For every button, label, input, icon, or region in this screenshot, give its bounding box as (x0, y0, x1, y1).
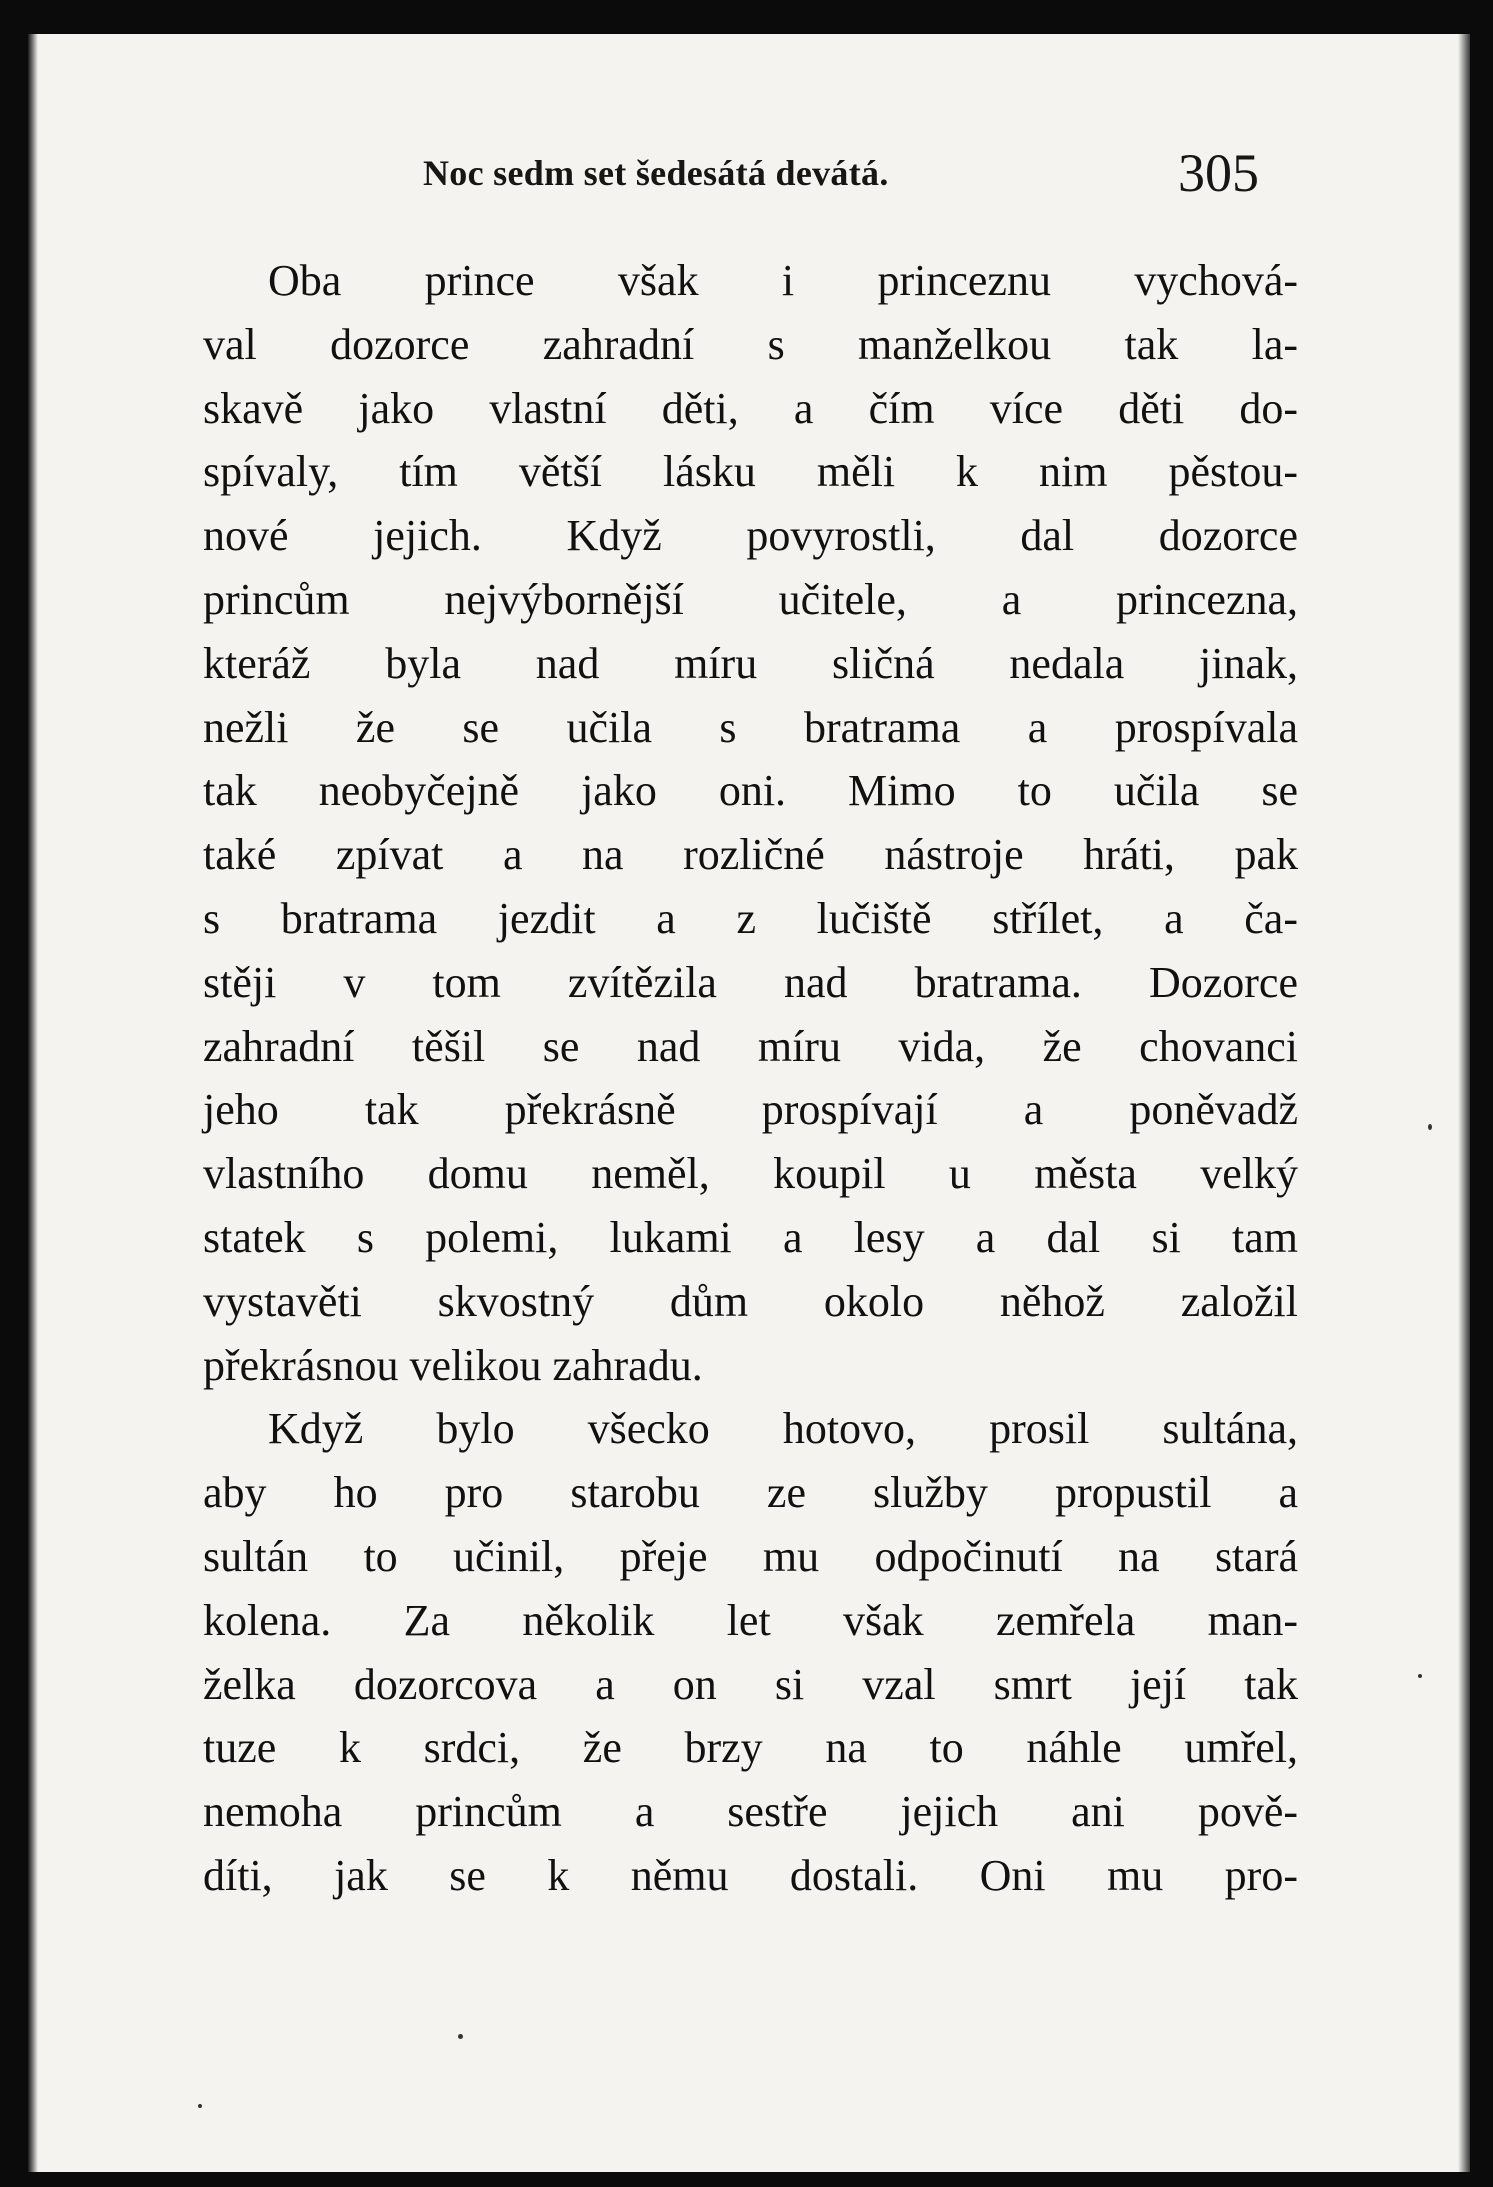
text-line: nežli že se učila s bratrama a prospívala (203, 702, 1298, 752)
text-line: kteráž byla nad míru sličná nedala jinak, (203, 638, 1298, 688)
text-line: želka dozorcova a on si vzal smrt její tak (203, 1659, 1298, 1709)
text-line: vystavěti skvostný dům okolo něhož založil (203, 1276, 1298, 1326)
body-text (203, 249, 1298, 1908)
page-header (28, 114, 1470, 203)
paper-speck (1428, 1124, 1432, 1130)
text-line: skavě jako vlastní děti, a čím více děti do- (203, 383, 1298, 433)
text-line: překrásnou velikou zahradu. (203, 1340, 703, 1390)
text-line: tak neobyčejně jako oni. Mimo to učila se (203, 766, 1298, 816)
text-line: stěji v tom zvítězila nad bratrama. Dozorce (203, 957, 1298, 1007)
text-line: aby ho pro starobu ze služby propustil a (203, 1468, 1298, 1518)
text-line: také zpívat a na rozličné nástroje hráti, pak (203, 830, 1298, 880)
running-head: Noc sedm set šedesátá devátá. (423, 153, 889, 193)
text-line: vlastního domu neměl, koupil u města velký (203, 1149, 1298, 1199)
text-line: sultán to učinil, přeje mu odpočinutí na stará (203, 1531, 1298, 1581)
text-line: kolena. Za několik let však zemřela man- (203, 1595, 1298, 1645)
paper-speck (1418, 1674, 1422, 1678)
paper-speck (198, 2104, 202, 2108)
page-right-edge (1458, 34, 1470, 2172)
text-line: díti, jak se k němu dostali. Oni mu pro- (203, 1850, 1298, 1900)
text-line: Když bylo všecko hotovo, prosil sultána, (268, 1404, 1298, 1454)
text-line: Oba prince však i princeznu vychová- (268, 256, 1298, 305)
page-number: 305 (1178, 143, 1259, 203)
book-page (28, 34, 1470, 2172)
page-spine-edge (28, 34, 38, 2172)
text-line: nové jejich. Když povyrostli, dal dozorce (203, 511, 1298, 561)
text-line: statek s polemi, lukami a lesy a dal si tam (203, 1212, 1298, 1262)
text-line: s bratrama jezdit a z lučiště střílet, a ča- (203, 893, 1298, 943)
paper-speck (458, 2034, 463, 2039)
text-line: nemoha princům a sestře jejich ani pově- (203, 1787, 1298, 1837)
text-line: princům nejvýbornější učitele, a princezna, (203, 574, 1298, 624)
text-line: val dozorce zahradní s manželkou tak la- (203, 319, 1298, 369)
text-line: spívaly, tím větší lásku měli k nim pěstou- (203, 447, 1298, 497)
text-line: zahradní těšil se nad míru vida, že chovanci (203, 1021, 1298, 1071)
text-line: jeho tak překrásně prospívají a poněvadž (203, 1085, 1298, 1135)
text-line: tuze k srdci, že brzy na to náhle umřel, (203, 1723, 1298, 1773)
